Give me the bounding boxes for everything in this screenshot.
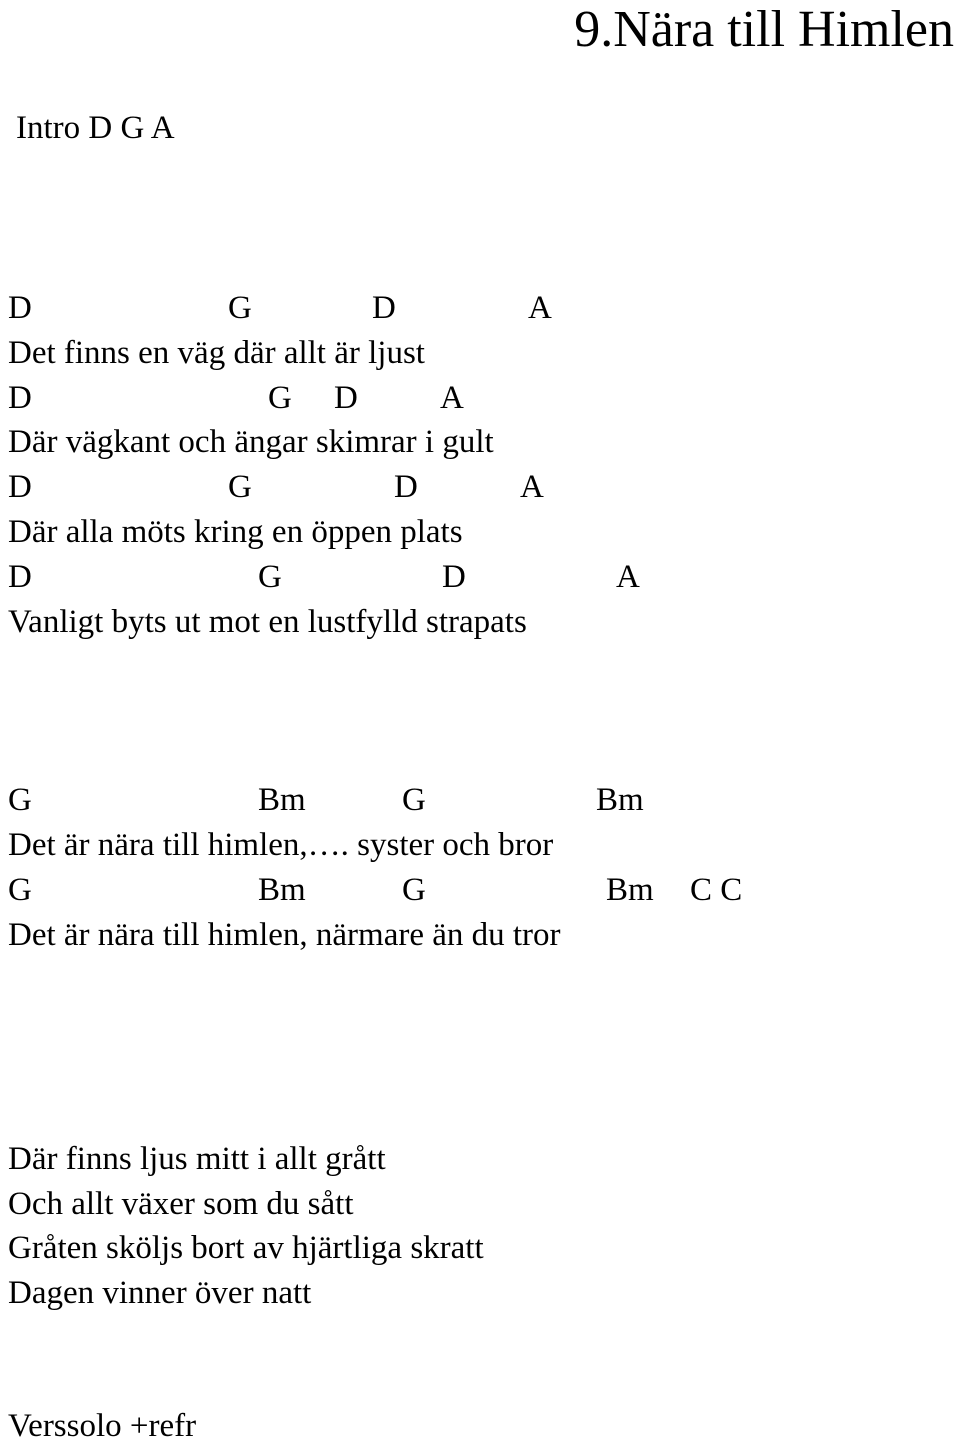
chord: D xyxy=(8,290,32,326)
chord: G xyxy=(8,872,32,908)
chord: D xyxy=(334,380,358,416)
chord: A xyxy=(440,380,464,416)
chord: D xyxy=(8,380,32,416)
verse2-lyric-line-2: Och allt växer som du sått xyxy=(8,1186,354,1222)
chord: Bm xyxy=(596,782,644,818)
chord: G xyxy=(228,290,252,326)
chord: D xyxy=(442,559,466,595)
verse2-lyric-line-4: Dagen vinner över natt xyxy=(8,1275,312,1311)
verse-lyric-line-1: Det finns en väg där allt är ljust xyxy=(8,335,425,371)
chord: A xyxy=(528,290,552,326)
chord: D xyxy=(372,290,396,326)
chord: C C xyxy=(690,872,743,908)
song-title: 9.Nära till Himlen xyxy=(574,1,954,58)
intro-line: Intro D G A xyxy=(16,110,175,146)
verse2-lyric-line-1: Där finns ljus mitt i allt grått xyxy=(8,1141,386,1177)
verse-lyric-line-2: Där vägkant och ängar skimrar i gult xyxy=(8,424,494,460)
chord: D xyxy=(8,559,32,595)
chord: D xyxy=(394,469,418,505)
chord: A xyxy=(520,469,544,505)
chord: G xyxy=(402,782,426,818)
chord: A xyxy=(616,559,640,595)
chorus-lyric-line-2: Det är nära till himlen, närmare än du tror xyxy=(8,917,561,953)
chord: Bm xyxy=(606,872,654,908)
chord: Bm xyxy=(258,782,306,818)
verse-lyric-line-4: Vanligt byts ut mot en lustfylld strapats xyxy=(8,604,527,640)
chord: G xyxy=(228,469,252,505)
chord: G xyxy=(8,782,32,818)
chord: D xyxy=(8,469,32,505)
chorus-lyric-line-1: Det är nära till himlen,…. syster och bror xyxy=(8,827,554,863)
chord: G xyxy=(268,380,292,416)
chord: Bm xyxy=(258,872,306,908)
footer-note: Verssolo +refr xyxy=(8,1408,197,1444)
verse2-lyric-line-3: Gråten sköljs bort av hjärtliga skratt xyxy=(8,1230,484,1266)
chord: G xyxy=(402,872,426,908)
verse-lyric-line-3: Där alla möts kring en öppen plats xyxy=(8,514,463,550)
chord: G xyxy=(258,559,282,595)
